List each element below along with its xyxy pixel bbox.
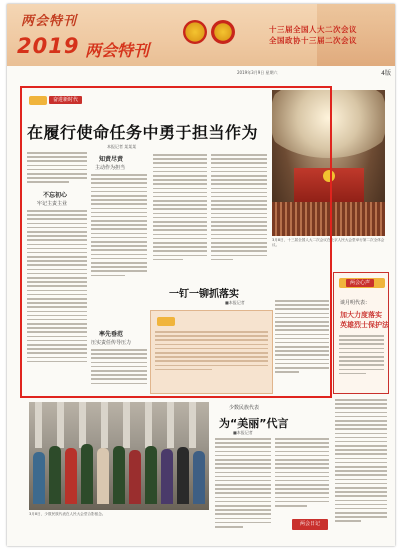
bottom-headline[interactable]: 为“美丽”代言 bbox=[219, 417, 289, 430]
side-title-line2[interactable]: 英雄烈士保护法 bbox=[340, 321, 389, 329]
second-byline: ■本报记者 bbox=[225, 300, 245, 305]
bottom-kicker: 少数民族代表 bbox=[229, 405, 260, 411]
masthead-year: 2019 bbox=[17, 34, 80, 58]
lead-subhead-3-sub: 压实责任传导压力 bbox=[91, 340, 132, 346]
side-text bbox=[339, 335, 384, 377]
lead-byline: 本报记者 某某某 bbox=[107, 144, 137, 149]
lead-subhead-1-sub: 牢记主责主业 bbox=[37, 201, 68, 207]
bottom-column-1 bbox=[215, 438, 271, 530]
hall-photo-caption: 3月8日，十三届全国人大二次会议在北京人民大会堂举行第二次全体会议。 bbox=[272, 238, 385, 247]
lead-subhead-2: 知责尽责 bbox=[99, 156, 124, 163]
section-tag: 奋进新时代 bbox=[49, 96, 82, 104]
national-emblem-icon bbox=[183, 20, 207, 44]
delegates-group-photo bbox=[29, 402, 209, 510]
side-tag: 两会心声 bbox=[346, 279, 374, 287]
bottom-byline: ■本报记者 bbox=[233, 430, 253, 435]
newspaper-page bbox=[7, 4, 395, 546]
page-number: 4版 bbox=[381, 70, 391, 77]
cppcc-emblem-icon bbox=[211, 20, 235, 44]
group-photo-caption: 3月8日，少数民族代表在人民大会堂合影留念。 bbox=[29, 512, 106, 516]
side-kicker: 谈月明代表： bbox=[340, 300, 371, 306]
masthead-special-title: 两会特刊 bbox=[85, 41, 150, 60]
masthead-subtitle-cppcc: 全国政协十三届二次会议 bbox=[269, 36, 357, 45]
highlight-frame bbox=[20, 86, 332, 398]
masthead bbox=[7, 4, 395, 66]
lead-subhead-3: 率先垂范 bbox=[99, 331, 124, 338]
masthead-logo: 两会特刊 bbox=[21, 14, 78, 29]
side-title-line1[interactable]: 加大力度落实 bbox=[340, 311, 382, 319]
masthead-subtitle-npc: 十三届全国人大二次会议 bbox=[269, 25, 357, 34]
bottom-column-2 bbox=[275, 438, 329, 509]
second-headline[interactable]: 一钉一铆抓落实 bbox=[169, 289, 239, 300]
lead-subhead-1: 不忘初心 bbox=[43, 192, 68, 199]
side-column-continued bbox=[335, 399, 387, 525]
lead-headline[interactable]: 在履行使命任务中勇于担当作为 bbox=[27, 123, 259, 142]
footer-tag: 两会日记 bbox=[292, 519, 328, 530]
side-column bbox=[333, 272, 389, 394]
lead-subhead-2-sub: 主动作为担当 bbox=[95, 165, 126, 171]
dateline: 2019年3月9日 星期六 bbox=[237, 70, 278, 75]
